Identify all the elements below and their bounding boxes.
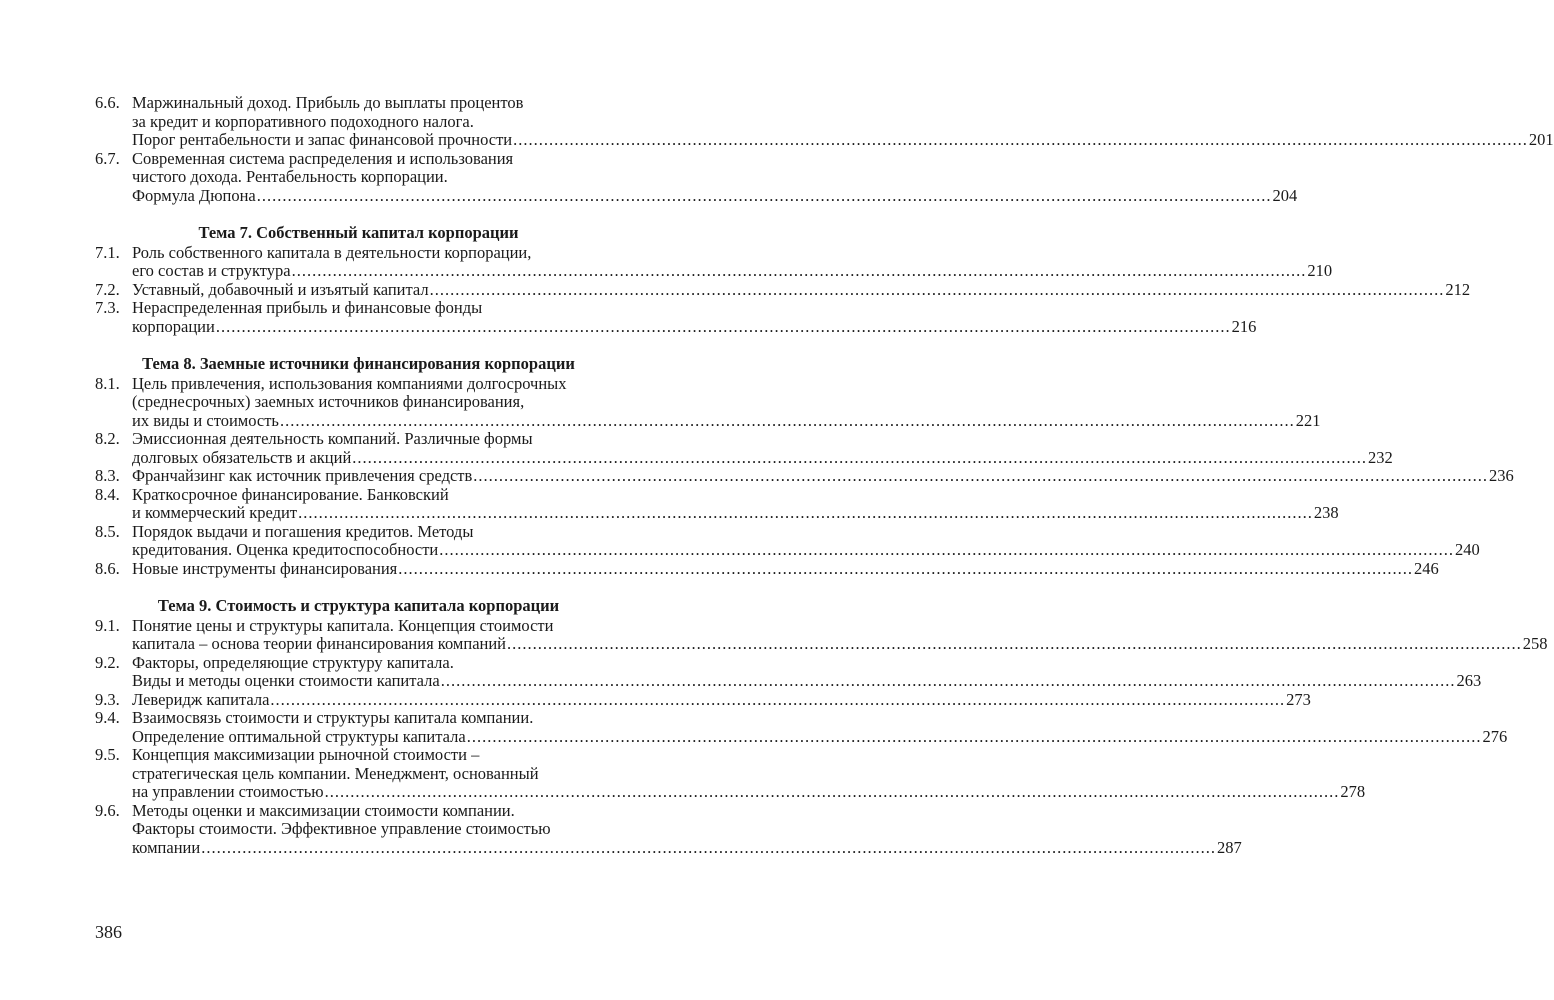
toc-entry-page: 221 [1295, 410, 1321, 430]
toc-entry [95, 279, 1471, 300]
toc-entry-line: Нераспределенная прибыль и финансовые фонды [132, 298, 483, 317]
toc-entry-number: 9.1. [95, 615, 120, 635]
toc-entry-line: стратегическая цель компании. Менеджмент, основанный [132, 763, 539, 783]
toc-entry-line: Леверидж капитала [132, 689, 270, 709]
toc-entry-page: 278 [1340, 782, 1366, 801]
toc-entry-body [132, 691, 1311, 710]
toc-entry-number: 9.4. [95, 708, 120, 727]
toc-entry-line: чистого дохода. Рентабельность корпорации. [132, 167, 448, 186]
dot-leader [467, 728, 1482, 747]
toc-entry-line: за кредит и корпоративного подоходного налога. [132, 111, 474, 131]
toc-entry-body [132, 150, 1297, 206]
toc-entry-line: и коммерческий кредит [132, 503, 298, 522]
toc-entry-page: 210 [1307, 261, 1333, 280]
toc-entry-last-line [132, 131, 1554, 150]
toc-entry-line: Понятие цены и структуры капитала. Концепция стоимости [132, 615, 554, 635]
toc-entry-page: 258 [1522, 634, 1548, 653]
toc-entry-number: 8.6. [95, 558, 120, 578]
toc-entry-line: Эмиссионная деятельность компаний. Различные формы [132, 429, 533, 448]
toc-section [95, 354, 1514, 578]
toc-entry-line: его состав и структура [132, 261, 291, 280]
toc-entry-number: 8.1. [95, 373, 120, 393]
toc-entry-line: Франчайзинг как источник привлечения средств [132, 466, 473, 485]
toc-entry-line: (среднесрочных) заемных источников финансирования, [132, 392, 525, 411]
dot-leader [441, 672, 1456, 691]
toc-entry-number: 6.7. [95, 148, 120, 168]
toc-entry-body [132, 560, 1439, 579]
toc-entry [95, 708, 1508, 746]
toc-entry-line: Порядок выдачи и погашения кредитов. Методы [132, 521, 474, 541]
toc-entry [95, 745, 1366, 802]
toc-entry [95, 93, 1554, 150]
dot-leader [216, 318, 1231, 337]
toc-entry-number: 7.1. [95, 242, 120, 262]
toc-entry-body [132, 299, 1256, 336]
toc-entry-last-line [132, 504, 1339, 523]
toc-entry-last-line [132, 541, 1480, 560]
toc-entry [95, 429, 1393, 467]
toc-entry-line: Уставный, добавочный и изъятый капитал [132, 279, 429, 299]
toc-entry-body [132, 430, 1393, 467]
dot-leader [270, 691, 1285, 710]
toc-entry-page: 273 [1286, 689, 1311, 709]
dot-leader [298, 504, 1313, 523]
toc-entry-number: 8.2. [95, 429, 120, 448]
toc-entry-last-line [132, 187, 1297, 206]
toc-entry-last-line [132, 412, 1320, 431]
toc-entry-last-line [132, 449, 1393, 468]
toc-entry-line: на управлении стоимостью [132, 782, 324, 801]
toc-entry-line: их виды и стоимость [132, 410, 279, 430]
toc-entry-number: 6.6. [95, 93, 120, 112]
toc-entry [95, 800, 1242, 858]
toc-section [95, 596, 1548, 857]
toc-sections [95, 223, 1548, 857]
toc-entry-line: Современная система распределения и использования [132, 148, 514, 168]
toc-intro-group [95, 93, 1554, 205]
section-heading: Тема 9. Стоимость и структура капитала корпорации [157, 596, 560, 615]
toc-entry-line: Порог рентабельности и запас финансовой прочности [132, 130, 513, 149]
dot-leader [473, 467, 1488, 486]
toc-entry-number: 7.3. [95, 298, 120, 317]
toc-entry-number: 8.5. [95, 521, 120, 541]
dot-leader [439, 541, 1454, 560]
toc-entry-page: 246 [1414, 558, 1439, 578]
toc-entry-number: 8.3. [95, 466, 120, 485]
toc-entry-page: 276 [1482, 726, 1508, 746]
dot-leader [325, 783, 1340, 802]
toc-entry-page: 238 [1313, 503, 1339, 522]
toc-entry-body [132, 746, 1365, 802]
toc-entry [95, 558, 1439, 579]
toc-section [95, 223, 1471, 336]
toc-entry [95, 652, 1482, 691]
toc-entry-last-line [132, 281, 1470, 300]
toc-entry-line: Факторы стоимости. Эффективное управление стоимостью [132, 819, 551, 838]
toc-entry-page: 212 [1445, 279, 1471, 299]
dot-leader [257, 187, 1272, 206]
dot-leader [201, 839, 1216, 858]
section-heading: Тема 7. Собственный капитал корпорации [198, 223, 519, 242]
toc-entry-line: капитала – основа теории финансирования компаний [132, 634, 507, 653]
toc-entry [95, 689, 1311, 710]
toc-entry-line: Маржинальный доход. Прибыль до выплаты процентов [132, 93, 524, 112]
toc-entry-line: корпорации [132, 316, 215, 336]
toc-entry-line: компании [132, 837, 201, 857]
toc-entry-line: Определение оптимальной структуры капитала [132, 726, 466, 746]
toc-entry-page: 232 [1368, 447, 1393, 467]
toc-entry [95, 242, 1333, 281]
toc-entry-body [132, 467, 1514, 486]
toc-entry-line: Факторы, определяющие структуру капитала. [132, 652, 454, 672]
toc-entry [95, 466, 1514, 486]
table-of-contents [95, 93, 1554, 876]
toc-entry-line: Роль собственного капитала в деятельности корпорации, [132, 242, 532, 262]
toc-entry-page: 236 [1489, 466, 1514, 485]
toc-entry-last-line [132, 467, 1514, 486]
toc-entry-page: 240 [1455, 540, 1480, 559]
toc-entry-line: Взаимосвязь стоимости и структуры капитала компании. [132, 708, 534, 727]
page-number: 386 [95, 922, 122, 942]
toc-entry-line: долговых обязательств и акций [132, 447, 352, 467]
toc-entry [95, 484, 1339, 523]
toc-entry-body [132, 281, 1470, 300]
toc-entry [95, 615, 1548, 654]
toc-entry-body [132, 486, 1339, 523]
toc-entry-page: 204 [1272, 185, 1298, 205]
toc-entry-line: Концепция максимизации рыночной стоимости – [132, 745, 480, 764]
dot-leader [513, 131, 1528, 150]
dot-leader [352, 449, 1367, 468]
toc-entry [95, 373, 1321, 431]
toc-entry-body [132, 375, 1320, 431]
toc-entry-line: Виды и методы оценки стоимости капитала [132, 671, 440, 690]
toc-entry [95, 521, 1480, 560]
toc-entry-last-line [132, 691, 1311, 710]
dot-leader [507, 635, 1522, 654]
toc-entry-last-line [132, 783, 1365, 802]
toc-entry-body [132, 244, 1332, 281]
toc-entry-line: кредитования. Оценка кредитоспособности [132, 540, 439, 559]
toc-entry-body [132, 654, 1481, 691]
toc-entry-line: Цель привлечения, использования компаниями долгосрочных [132, 373, 567, 393]
toc-entry-number: 9.2. [95, 652, 120, 672]
toc-entry-line: Новые инструменты финансирования [132, 558, 398, 578]
toc-entry-last-line [132, 672, 1481, 691]
toc-entry-line: Методы оценки и максимизации стоимости компании. [132, 800, 515, 820]
toc-entry-page: 263 [1456, 671, 1482, 690]
toc-entry [95, 148, 1298, 206]
toc-entry-page: 216 [1231, 316, 1257, 336]
toc-entry-number: 9.3. [95, 689, 120, 709]
dot-leader [430, 281, 1445, 300]
toc-entry-line: Краткосрочное финансирование. Банковский [132, 484, 449, 504]
toc-entry-page: 287 [1216, 837, 1242, 857]
toc-entry-last-line [132, 728, 1507, 747]
dot-leader [280, 412, 1295, 431]
toc-entry-body [132, 802, 1242, 858]
toc-entry-body [132, 94, 1554, 150]
toc-entry-body [132, 709, 1507, 746]
section-heading: Тема 8. Заемные источники финансирования корпорации [142, 354, 575, 373]
toc-entry [95, 298, 1257, 336]
toc-entry-number: 9.5. [95, 745, 120, 764]
toc-entry-last-line [132, 635, 1548, 654]
toc-entry-body [132, 617, 1548, 654]
toc-entry-number: 9.6. [95, 800, 120, 820]
toc-entry-body [132, 523, 1480, 560]
toc-entry-last-line [132, 560, 1439, 579]
toc-entry-line: Формула Дюпона [132, 185, 256, 205]
toc-entry-last-line [132, 262, 1332, 281]
toc-entry-number: 8.4. [95, 484, 120, 504]
toc-entry-last-line [132, 839, 1242, 858]
toc-entry-last-line [132, 318, 1256, 337]
toc-entry-number: 7.2. [95, 279, 120, 299]
dot-leader [398, 560, 1413, 579]
dot-leader [292, 262, 1307, 281]
toc-entry-page: 201 [1528, 130, 1554, 149]
